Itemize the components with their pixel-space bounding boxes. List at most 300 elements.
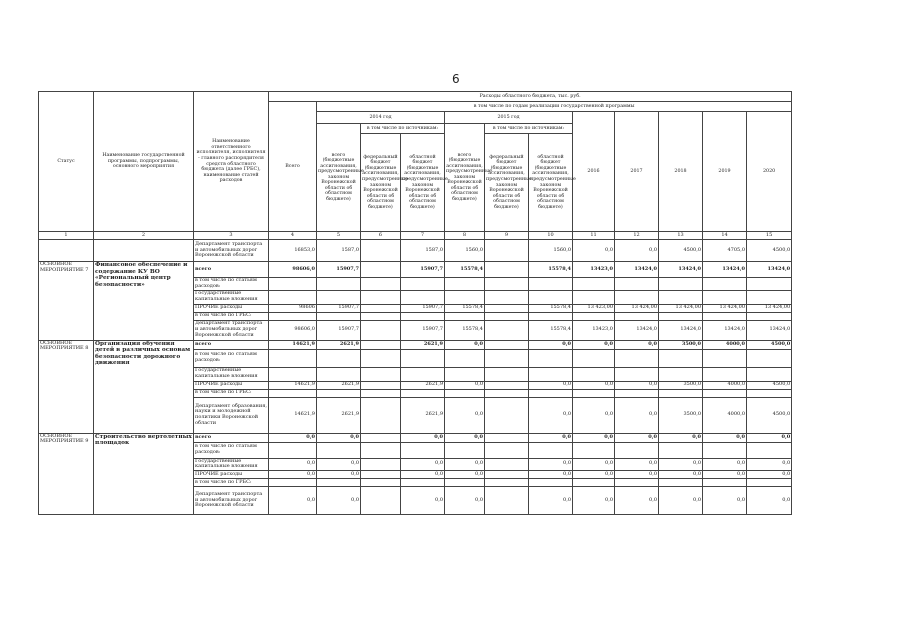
value-cell (361, 340, 401, 349)
header-total: Всего (269, 102, 317, 232)
value-cell: 3500,0 (659, 397, 703, 433)
value-cell: 2621,9 (401, 397, 445, 433)
value-cell (703, 442, 747, 458)
header-fed-2015: федеральный бюджет (бюджетные ассигнования, предусмотренные законом Воронежской области об областном бюджете) (485, 134, 529, 232)
value-cell (485, 479, 529, 487)
value-cell (361, 487, 401, 515)
value-cell: 0,0 (445, 458, 485, 471)
column-number: 5 (317, 232, 361, 240)
value-cell (703, 389, 747, 397)
value-cell (747, 278, 792, 291)
value-cell (529, 312, 573, 320)
value-cell (269, 442, 317, 458)
value-cell (361, 320, 401, 340)
value-cell (615, 389, 659, 397)
value-cell (445, 442, 485, 458)
value-cell (445, 290, 485, 304)
value-cell: 0,0 (747, 433, 792, 442)
value-cell (615, 278, 659, 291)
value-cell (573, 312, 615, 320)
value-cell (401, 442, 445, 458)
value-cell (529, 278, 573, 291)
value-cell: 0,0 (573, 471, 615, 479)
value-cell (445, 349, 485, 367)
table-row (39, 240, 792, 262)
value-cell: 0,0 (445, 340, 485, 349)
header-2014: 2014 год (317, 112, 445, 124)
value-cell (615, 290, 659, 304)
value-cell: 13424,0 (703, 320, 747, 340)
value-cell (573, 367, 615, 381)
value-cell (445, 479, 485, 487)
row-label: в том числе по ГРБС: (194, 312, 269, 320)
header-executor: Наименование ответственного исполнителя, исполнителя - главного распорядителя средств областного бюджета (далее ГРБС), наименование статей расходов (194, 92, 269, 232)
value-cell: 0,0 (317, 433, 361, 442)
value-cell (529, 349, 573, 367)
value-cell: 0,0 (317, 471, 361, 479)
header-name: Наименование государственной программы, подпрограммы, основного мероприятия (94, 92, 194, 232)
value-cell: 3500,0 (659, 340, 703, 349)
value-cell: 0,0 (747, 458, 792, 471)
value-cell: 2621,9 (317, 381, 361, 389)
value-cell: 0,0 (529, 340, 573, 349)
value-cell (361, 304, 401, 312)
value-cell (747, 479, 792, 487)
table-row (39, 262, 792, 278)
value-cell: 13423,0 (573, 320, 615, 340)
budget-table (38, 91, 792, 515)
value-cell: 2621,9 (317, 397, 361, 433)
name-cell (94, 240, 194, 262)
value-cell: 4500,0 (747, 381, 792, 389)
value-cell (659, 389, 703, 397)
value-cell (361, 262, 401, 278)
measure-name: Организация обучения детей в различных основам безопасности дорожного движения (94, 340, 194, 433)
value-cell (659, 278, 703, 291)
value-cell: 1587,0 (401, 240, 445, 262)
value-cell (361, 240, 401, 262)
status-cell: ОСНОВНОЕ МЕРОПРИЯТИЕ 8 (39, 340, 94, 433)
value-cell: 0,0 (445, 433, 485, 442)
value-cell: 0,0 (401, 471, 445, 479)
value-cell: 15578,4 (445, 304, 485, 312)
value-cell: 0,0 (401, 433, 445, 442)
value-cell: 0,0 (445, 381, 485, 389)
value-cell: 0,0 (445, 397, 485, 433)
value-cell: 0,0 (573, 381, 615, 389)
value-cell: 13424,0 (747, 320, 792, 340)
value-cell (361, 397, 401, 433)
value-cell (317, 442, 361, 458)
value-cell (573, 442, 615, 458)
value-cell (317, 278, 361, 291)
value-cell: 14621,9 (269, 340, 317, 349)
value-cell (485, 389, 529, 397)
value-cell (529, 442, 573, 458)
value-cell (269, 290, 317, 304)
value-cell: 0,0 (445, 471, 485, 479)
value-cell (445, 312, 485, 320)
row-label: Департамент образования, науки и молодежной политики Воронежской области (194, 397, 269, 433)
value-cell: 1587,0 (317, 240, 361, 262)
row-label: ПРОЧИЕ расходы (194, 471, 269, 479)
value-cell: 13424,0 (615, 320, 659, 340)
value-cell: 0,0 (529, 397, 573, 433)
value-cell: 0,0 (529, 381, 573, 389)
value-cell (361, 278, 401, 291)
value-cell (269, 278, 317, 291)
value-cell: 4500,0 (747, 397, 792, 433)
header-status: Статус (39, 92, 94, 232)
value-cell: 2621,9 (317, 340, 361, 349)
row-label: в том числе по статьям расходов: (194, 278, 269, 291)
row-label: в том числе по ГРБС: (194, 479, 269, 487)
row-label: всего (194, 433, 269, 442)
value-cell: 0,0 (573, 340, 615, 349)
value-cell (361, 458, 401, 471)
value-cell (485, 262, 529, 278)
value-cell (659, 290, 703, 304)
value-cell (317, 367, 361, 381)
column-number: 11 (573, 232, 615, 240)
status-cell (39, 240, 94, 262)
header-expenses: Расходы областного бюджета, тыс. руб. (269, 92, 792, 102)
value-cell: 0,0 (573, 433, 615, 442)
value-cell: 15578,4 (445, 320, 485, 340)
value-cell: 13423,0 (573, 262, 615, 278)
value-cell (445, 389, 485, 397)
value-cell (361, 433, 401, 442)
value-cell (615, 367, 659, 381)
value-cell (361, 471, 401, 479)
value-cell: 0,0 (615, 340, 659, 349)
value-cell (269, 367, 317, 381)
value-cell (703, 479, 747, 487)
value-cell (445, 278, 485, 291)
header-total-2014: всего (бюджетные ассигнования, предусмотренные законом Воронежской области об областном бюджете) (317, 124, 361, 232)
value-cell: 0,0 (317, 487, 361, 515)
value-cell: 0,0 (615, 458, 659, 471)
value-cell: 15578,4 (529, 320, 573, 340)
row-label: в том числе по статьям расходов: (194, 442, 269, 458)
column-number: 4 (269, 232, 317, 240)
value-cell: 13424,0 (659, 262, 703, 278)
value-cell: 0,0 (573, 397, 615, 433)
row-label: в том числе по ГРБС: (194, 389, 269, 397)
header-2015: 2015 год (445, 112, 573, 124)
value-cell: 98606 (269, 304, 317, 312)
value-cell: 98606,0 (269, 262, 317, 278)
value-cell (573, 290, 615, 304)
value-cell: 4500,0 (747, 340, 792, 349)
row-label: всего (194, 262, 269, 278)
value-cell (401, 367, 445, 381)
value-cell: 1560,0 (529, 240, 573, 262)
column-number: 7 (401, 232, 445, 240)
value-cell: 0,0 (529, 487, 573, 515)
value-cell: 13424,0 (615, 262, 659, 278)
value-cell (317, 290, 361, 304)
header-total-2015: всего (бюджетные ассигнования, предусмотренные законом Воронежской области об областном бюджете) (445, 124, 485, 232)
value-cell (401, 290, 445, 304)
column-number: 6 (361, 232, 401, 240)
value-cell: 0,0 (529, 433, 573, 442)
measure-name: Финансовое обеспечение и содержание КУ ВО «Региональный центр безопасности» (94, 262, 194, 341)
value-cell (361, 479, 401, 487)
value-cell: 16853,0 (269, 240, 317, 262)
value-cell: 0,0 (659, 433, 703, 442)
value-cell: 14621,9 (269, 381, 317, 389)
value-cell (703, 312, 747, 320)
value-cell (703, 290, 747, 304)
value-cell: 14621,9 (269, 397, 317, 433)
row-label: Департамент транспорта и автомобильных дорог Воронежской области (194, 320, 269, 340)
header-by-source-2015: в том числе по источникам: (485, 124, 573, 134)
value-cell (485, 458, 529, 471)
value-cell (747, 367, 792, 381)
value-cell (529, 479, 573, 487)
column-number: 8 (445, 232, 485, 240)
column-number: 13 (659, 232, 703, 240)
value-cell: 4000,0 (703, 381, 747, 389)
value-cell (573, 278, 615, 291)
value-cell: 15907,7 (401, 320, 445, 340)
value-cell (269, 479, 317, 487)
value-cell: 0,0 (615, 487, 659, 515)
column-number: 12 (615, 232, 659, 240)
header-fed-2014: федеральный бюджет (бюджетные ассигнования, предусмотренные законом Воронежской области об областном бюджете) (361, 134, 401, 232)
value-cell: 0,0 (659, 471, 703, 479)
value-cell: 13424,0 (659, 320, 703, 340)
value-cell (529, 389, 573, 397)
row-label: Государственные капитальные вложения (194, 290, 269, 304)
value-cell (615, 312, 659, 320)
value-cell: 0,0 (703, 433, 747, 442)
value-cell (401, 389, 445, 397)
value-cell: 0,0 (615, 471, 659, 479)
value-cell: 15578,4 (529, 262, 573, 278)
value-cell: 13 424,00 (703, 304, 747, 312)
row-label: ПРОЧИЕ расходы (194, 304, 269, 312)
value-cell (659, 349, 703, 367)
value-cell (615, 349, 659, 367)
value-cell (485, 320, 529, 340)
value-cell: 0,0 (615, 397, 659, 433)
value-cell (485, 471, 529, 479)
value-cell (269, 389, 317, 397)
value-cell: 13 424,00 (615, 304, 659, 312)
value-cell: 0,0 (529, 458, 573, 471)
value-cell (747, 389, 792, 397)
value-cell (747, 312, 792, 320)
header-2017: 2017 (615, 112, 659, 232)
value-cell (485, 442, 529, 458)
value-cell (361, 290, 401, 304)
column-numbers-row (39, 232, 792, 240)
value-cell (317, 349, 361, 367)
value-cell (573, 389, 615, 397)
column-number: 14 (703, 232, 747, 240)
value-cell (659, 442, 703, 458)
value-cell: 4705,0 (703, 240, 747, 262)
value-cell: 0,0 (703, 487, 747, 515)
value-cell: 0,0 (269, 471, 317, 479)
value-cell (747, 349, 792, 367)
value-cell: 0,0 (615, 240, 659, 262)
value-cell (401, 349, 445, 367)
header-2020: 2020 (747, 112, 792, 232)
table-header (39, 92, 792, 240)
header-2018: 2018 (659, 112, 703, 232)
value-cell (361, 312, 401, 320)
value-cell: 0,0 (573, 487, 615, 515)
value-cell: 0,0 (615, 381, 659, 389)
value-cell (485, 340, 529, 349)
value-cell (361, 442, 401, 458)
value-cell (401, 278, 445, 291)
value-cell: 1560,0 (445, 240, 485, 262)
value-cell: 15907,7 (401, 304, 445, 312)
value-cell (485, 278, 529, 291)
header-2016: 2016 (573, 112, 615, 232)
value-cell: 13 424,00 (747, 304, 792, 312)
value-cell (317, 389, 361, 397)
row-label: всего (194, 340, 269, 349)
measure-name: Строительство вертолетных площадок (94, 433, 194, 515)
value-cell: 0,0 (269, 458, 317, 471)
value-cell: 0,0 (659, 487, 703, 515)
value-cell (361, 381, 401, 389)
table-row (39, 340, 792, 349)
value-cell (747, 442, 792, 458)
value-cell: 0,0 (747, 471, 792, 479)
value-cell: 15907,7 (317, 262, 361, 278)
value-cell: 0,0 (703, 471, 747, 479)
value-cell (269, 349, 317, 367)
value-cell: 0,0 (659, 458, 703, 471)
value-cell (659, 479, 703, 487)
value-cell (703, 278, 747, 291)
value-cell: 13424,0 (703, 262, 747, 278)
header-by-source-2014: в том числе по источникам: (361, 124, 445, 134)
value-cell: 4000,0 (703, 340, 747, 349)
value-cell: 15907,7 (317, 304, 361, 312)
column-number: 3 (194, 232, 269, 240)
table-row (39, 433, 792, 442)
value-cell (659, 367, 703, 381)
value-cell: 13 424,00 (659, 304, 703, 312)
value-cell (269, 312, 317, 320)
value-cell: 0,0 (401, 458, 445, 471)
value-cell (361, 389, 401, 397)
value-cell (703, 349, 747, 367)
value-cell (615, 479, 659, 487)
value-cell: 3500,0 (659, 381, 703, 389)
status-cell: ОСНОВНОЕ МЕРОПРИЯТИЕ 7 (39, 262, 94, 341)
value-cell (445, 367, 485, 381)
value-cell: 2621,9 (401, 381, 445, 389)
row-label: Государственные капитальные вложения (194, 367, 269, 381)
value-cell: 0,0 (529, 471, 573, 479)
column-number: 15 (747, 232, 792, 240)
value-cell (485, 367, 529, 381)
value-cell: 15578,4 (529, 304, 573, 312)
row-label: в том числе по статьям расходов: (194, 349, 269, 367)
row-label: ПРОЧИЕ расходы (194, 381, 269, 389)
value-cell (703, 367, 747, 381)
value-cell (659, 312, 703, 320)
row-label: Государственные капитальные вложения (194, 458, 269, 471)
value-cell (529, 290, 573, 304)
column-number: 2 (94, 232, 194, 240)
value-cell (317, 479, 361, 487)
value-cell: 15907,7 (317, 320, 361, 340)
value-cell (573, 479, 615, 487)
page-number: 6 (452, 72, 460, 86)
header-2019: 2019 (703, 112, 747, 232)
value-cell (485, 304, 529, 312)
header-reg-2014: областной бюджет (бюджетные ассигнования, предусмотренные законом Воронежской области об областном бюджете) (401, 134, 445, 232)
value-cell: 0,0 (269, 433, 317, 442)
column-number: 9 (485, 232, 529, 240)
value-cell (485, 487, 529, 515)
value-cell: 0,0 (269, 487, 317, 515)
value-cell (485, 290, 529, 304)
table-body (39, 240, 792, 515)
value-cell: 4500,0 (747, 240, 792, 262)
value-cell: 0,0 (445, 487, 485, 515)
value-cell: 13424,0 (747, 262, 792, 278)
value-cell (573, 349, 615, 367)
value-cell: 0,0 (573, 240, 615, 262)
value-cell: 0,0 (317, 458, 361, 471)
value-cell: 4000,0 (703, 397, 747, 433)
value-cell: 2621,9 (401, 340, 445, 349)
value-cell: 98606,0 (269, 320, 317, 340)
value-cell (485, 381, 529, 389)
column-number: 10 (529, 232, 573, 240)
value-cell (529, 367, 573, 381)
value-cell: 13 423,00 (573, 304, 615, 312)
value-cell (485, 397, 529, 433)
value-cell: 0,0 (615, 433, 659, 442)
value-cell: 0,0 (573, 458, 615, 471)
value-cell (361, 367, 401, 381)
value-cell (361, 349, 401, 367)
value-cell: 0,0 (401, 487, 445, 515)
column-number: 1 (39, 232, 94, 240)
value-cell (401, 312, 445, 320)
row-label: Департамент транспорта и автомобильных дорог Воронежской области (194, 240, 269, 262)
header-reg-2015: областной бюджет (бюджетные ассигнования, предусмотренные законом Воронежской области об областном бюджете) (529, 134, 573, 232)
value-cell: 15578,4 (445, 262, 485, 278)
header-by-years: в том числе по годам реализации государственной программы (317, 102, 792, 112)
value-cell (317, 312, 361, 320)
value-cell (615, 442, 659, 458)
value-cell (485, 349, 529, 367)
value-cell (485, 433, 529, 442)
value-cell: 4500,0 (659, 240, 703, 262)
value-cell (747, 290, 792, 304)
value-cell: 0,0 (703, 458, 747, 471)
row-label: Департамент транспорта и автомобильных дорог Воронежской области (194, 487, 269, 515)
value-cell: 0,0 (747, 487, 792, 515)
status-cell: ОСНОВНОЕ МЕРОПРИЯТИЕ 9 (39, 433, 94, 515)
value-cell (401, 479, 445, 487)
value-cell (485, 312, 529, 320)
value-cell: 15907,7 (401, 262, 445, 278)
value-cell (485, 240, 529, 262)
